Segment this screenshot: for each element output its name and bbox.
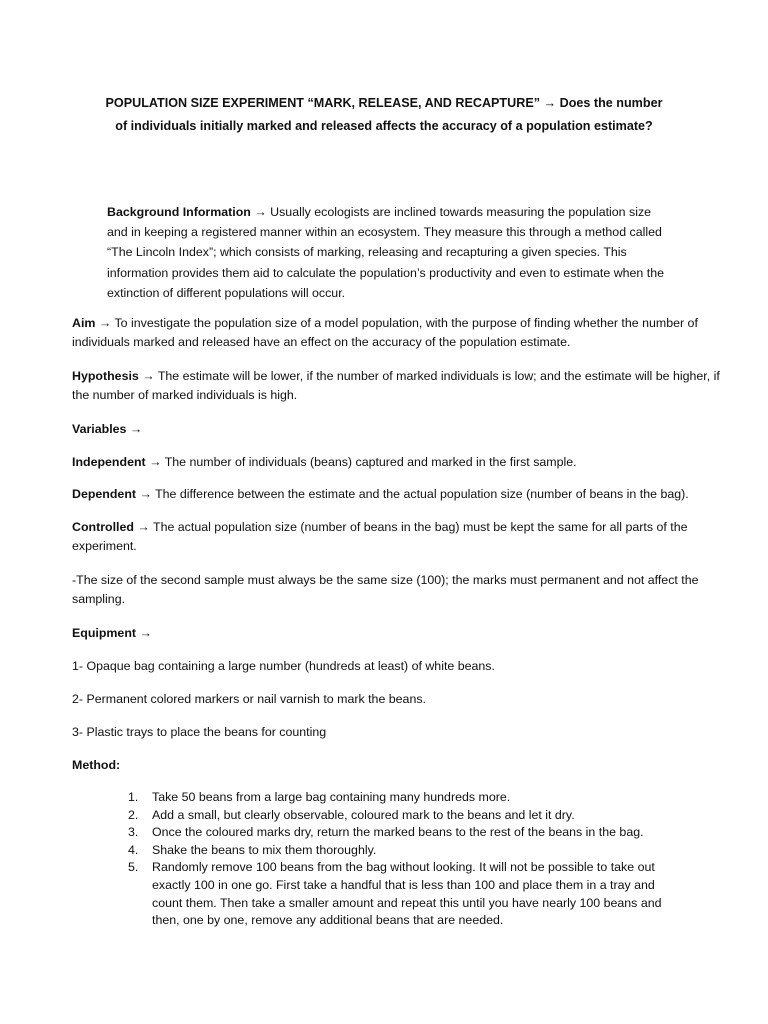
method-steps-list (128, 789, 668, 930)
controlled-text: The actual population size (number of beans in the bag) must be kept the same for all parts of the experiment. (72, 520, 688, 553)
equipment-item: 1- Opaque bag containing a large number (hundreds at least) of white beans. (72, 659, 495, 673)
step-text: Shake the beans to mix them thoroughly. (152, 842, 377, 857)
equipment-item: 3- Plastic trays to place the beans for counting (72, 725, 327, 739)
controlled-variable (72, 518, 722, 556)
step-number: 4. (128, 842, 139, 857)
independent-variable (72, 453, 722, 472)
independent-label: Independent → (72, 455, 162, 469)
equipment-heading (72, 624, 722, 643)
step-text: Add a small, but clearly observable, coloured mark to the beans and let it dry. (152, 807, 575, 822)
aim-label: Aim → (72, 316, 112, 330)
step-number: 2. (128, 807, 139, 822)
aim-paragraph (72, 314, 722, 352)
controlled-label: Controlled → (72, 520, 150, 534)
step-number: 1. (128, 790, 139, 804)
list-item (128, 842, 668, 860)
list-item (128, 789, 668, 807)
variables-heading: Variables → (72, 422, 143, 436)
hypothesis-label: Hypothesis → (72, 369, 155, 383)
dependent-text: The difference between the estimate and the actual population size (number of beans in the bag). (151, 487, 689, 501)
list-item (128, 807, 668, 825)
background-label: Background Information → (107, 205, 267, 219)
step-text: Take 50 beans from a large bag containing many hundreds more. (152, 790, 511, 804)
background-information (107, 202, 667, 303)
step-number: 3. (128, 825, 139, 840)
step-text: Randomly remove 100 beans from the bag without looking. It will not be possible to take out exactly 100 in one go. First take a handful that is less than 100 and place them in a tray and count them. Then take a smaller amount and repeat this until you have nearly 100 beans and then, one by one, remove any additional beans that are needed. (152, 860, 662, 928)
equipment-item: 2- Permanent colored markers or nail varnish to mark the beans. (72, 692, 426, 706)
list-item (128, 824, 668, 842)
hypothesis-text: The estimate will be lower, if the number of marked individuals is low; and the estimate will be higher, if the number of marked individuals is high. (72, 369, 720, 402)
step-number: 5. (128, 860, 139, 875)
step-text: Once the coloured marks dry, return the marked beans to the rest of the beans in the bag. (152, 825, 644, 840)
dependent-label: Dependent → (72, 487, 152, 501)
list-item (128, 859, 668, 929)
background-text: Usually ecologists are inclined towards measuring the population size and in keeping a registered manner within an ecosystem. They measure this through a method called “The Lincoln Index”; which consists of marking, releasing and recapturing a given species. This information provides them aid to calculate the population’s productivity and even to estimate when the extinction of different populations will occur. (107, 205, 664, 300)
hypothesis-paragraph (72, 367, 722, 405)
method-heading: Method: (72, 758, 121, 772)
independent-text: The number of individuals (beans) captured and marked in the first sample. (161, 455, 577, 469)
aim-text: To investigate the population size of a model population, with the purpose of finding whether the number of individuals marked and released have an effect on the accuracy of the population estimate. (72, 316, 698, 349)
second-sample-note: -The size of the second sample must always be the same size (100); the marks must permanent and not affect the sampling. (72, 573, 699, 606)
dependent-variable (72, 485, 722, 504)
document-title: POPULATION SIZE EXPERIMENT “MARK, RELEASE, AND RECAPTURE” → Does the number of individuals initially marked and released affects the accuracy of a population estimate? (105, 96, 663, 133)
equipment-arrow: → (136, 626, 152, 640)
equipment-label: Equipment (72, 626, 137, 640)
